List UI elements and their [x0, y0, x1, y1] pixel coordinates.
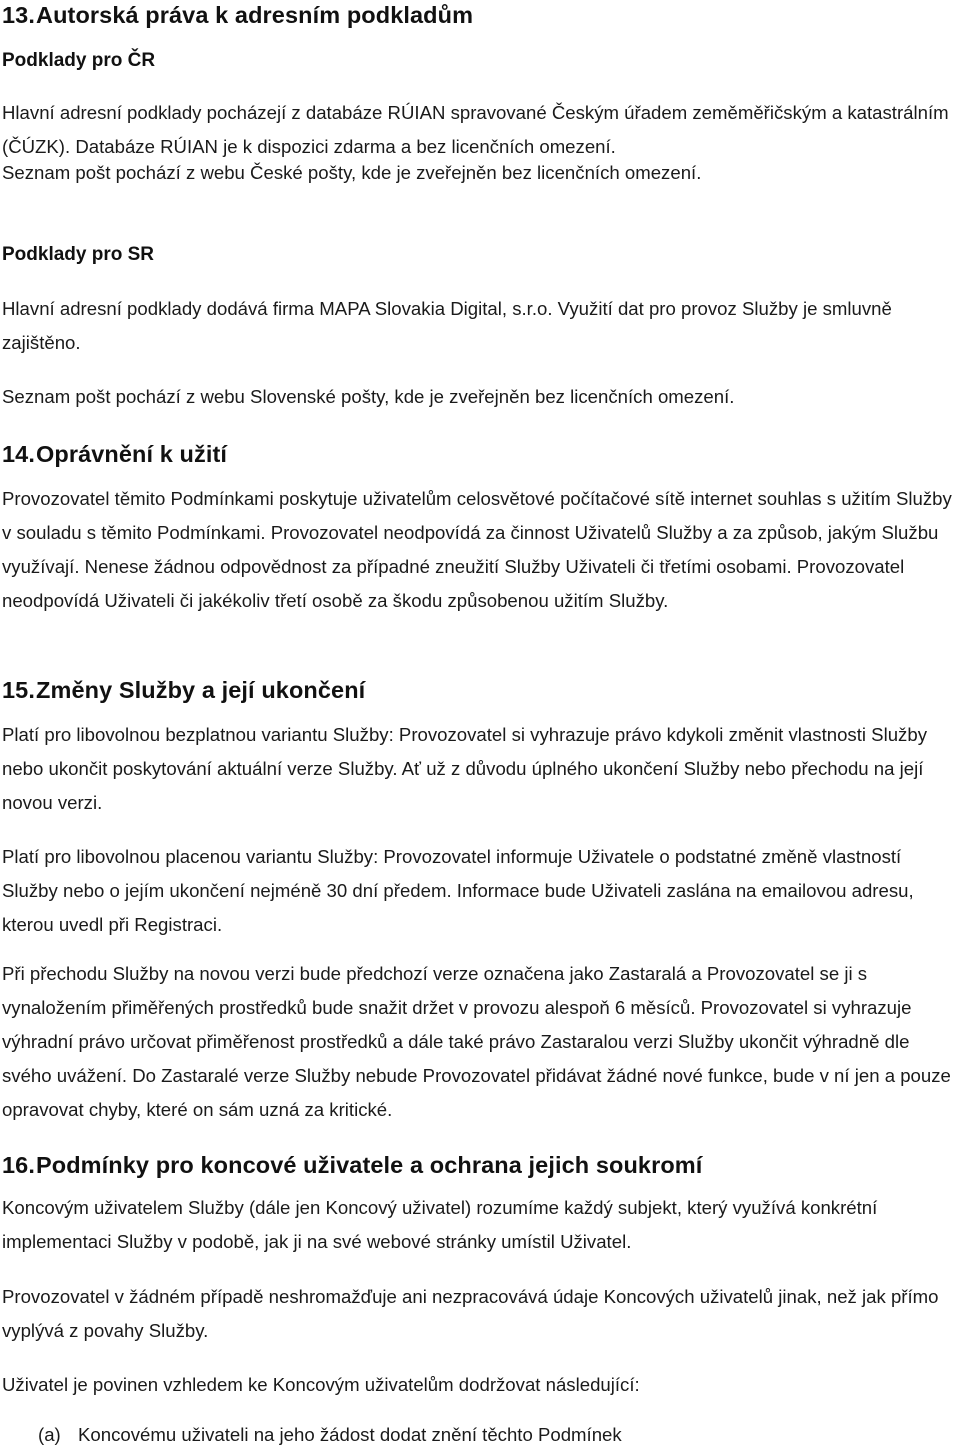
section-title: Oprávnění k užití [36, 441, 228, 467]
list-item [38, 1424, 622, 1446]
paragraph: Hlavní adresní podklady dodává firma MAPA Slovakia Digital, s.r.o. Využití dat pro provoz Služby je smluvně zajištěno. [2, 298, 892, 353]
section-16-heading [2, 1152, 702, 1179]
paragraph: Hlavní adresní podklady pocházejí z databáze RÚIAN spravované Českým úřadem zeměměřičským a katastrálním (ČÚZK). Databáze RÚIAN je k dispozici zdarma a bez licenčních omezení. [2, 102, 949, 157]
paragraph: Platí pro libovolnou bezplatnou variantu Služby: Provozovatel si vyhrazuje právo kdykoli změnit vlastnosti Služby nebo ukončit poskytování aktuální verze Služby. Ať už z důvodu úplného ukončení Služby nebo přechodu na její novou verzi. [2, 724, 927, 813]
list-item-text: Koncovému uživateli na jeho žádost dodat znění těchto Podmínek [78, 1424, 622, 1445]
section-14-heading [2, 441, 227, 468]
paragraph: Koncovým uživatelem Služby (dále jen Koncový uživatel) rozumíme každý subjekt, který využívá konkrétní implementaci Služby v podobě, jak ji na své webové stránky umístil Uživatel. [2, 1197, 878, 1252]
subsection-heading-sr: Podklady pro SR [2, 244, 155, 265]
paragraph: Uživatel je povinen vzhledem ke Koncovým uživatelům dodržovat následující: [2, 1374, 640, 1395]
subsection-heading-cr: Podklady pro ČR [2, 50, 156, 71]
section-title: Autorská práva k adresním podkladům [36, 2, 474, 28]
section-number: 15. [2, 677, 35, 703]
section-13-heading [2, 2, 473, 29]
paragraph: Při přechodu Služby na novou verzi bude předchozí verze označena jako Zastaralá a Provozovatel se ji s vynaložením přiměřených prostředků bude snažit držet v provozu alespoň 6 měsíců. Provozovatel si vyhrazuje výhradní právo určovat přiměřenost prostředků a dále také právo Zastaralou verzi Služby ukončit výhradně dle svého uvážení. Do Zastaralé verze Služby nebude Provozovatel přidávat žádné nové funkce, bude v ní jen a pouze opravovat chyby, které on sám uzná za kritické. [2, 963, 951, 1120]
paragraph: Seznam pošt pochází z webu Slovenské pošty, kde je zveřejněn bez licenčních omezení. [2, 386, 735, 407]
section-number: 13. [2, 2, 35, 28]
list-marker: (a) [38, 1424, 61, 1445]
section-number: 14. [2, 441, 35, 467]
paragraph: Platí pro libovolnou placenou variantu Služby: Provozovatel informuje Uživatele o podstatné změně vlastností Služby nebo o jejím ukončení nejméně 30 dní předem. Informace bude Uživateli zaslána na emailovou adresu, kterou uvedl při Registraci. [2, 846, 914, 935]
paragraph: Provozovatel v žádném případě neshromažďuje ani nezpracovává údaje Koncových uživatelů jinak, než jak přímo vyplývá z povahy Služby. [2, 1286, 939, 1341]
paragraph: Seznam pošt pochází z webu České pošty, kde je zveřejněn bez licenčních omezení. [2, 162, 702, 183]
section-15-heading [2, 677, 365, 704]
section-number: 16. [2, 1152, 35, 1178]
section-title: Změny Služby a její ukončení [36, 677, 366, 703]
section-title: Podmínky pro koncové uživatele a ochrana jejich soukromí [36, 1152, 703, 1178]
paragraph: Provozovatel těmito Podmínkami poskytuje uživatelům celosvětové počítačové sítě internet souhlas s užitím Služby v souladu s těmito Podmínkami. Provozovatel neodpovídá za činnost Uživatelů Služby a za způsob, jakým Službu využívají. Nenese žádnou odpovědnost za případné zneužití Služby Uživateli či třetími osobami. Provozovatel neodpovídá Uživateli či jakékoliv třetí osobě za škodu způsobenou užitím Služby. [2, 488, 952, 611]
